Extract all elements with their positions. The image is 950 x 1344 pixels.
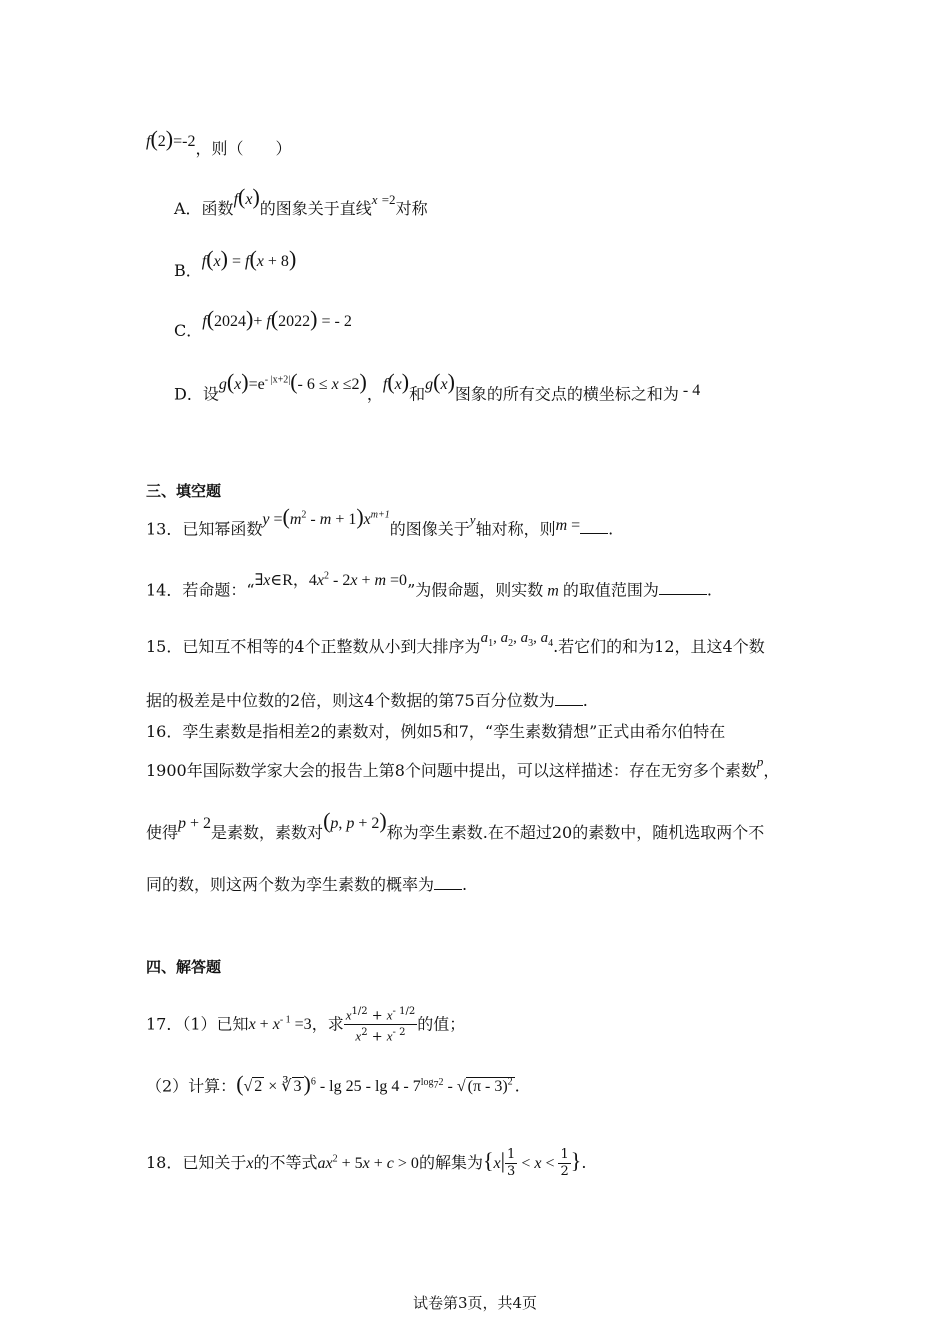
question-17-part1: 17．（1）已知$x + x^{- 1} =3$，求 $\frac{x^{1/2} + x^{- 1/2}}{x^2 + x^{- 2}}$ 的值； [146,1006,466,1045]
question-16-line2: 1900年国际数学家大会的报告上第8个问题中提出，可以这样描述：存在无穷多个素数$^p$， [146,754,780,780]
question-15-line2: 据的极差是中位数的2倍，则这4个数据的第75百分位数为 . [146,691,588,710]
section-title-fill-blank: 三、填空题 [146,482,222,500]
question-13: 13．已知幂函数$y =(m^2 - m + 1)x^{m+1}$的图像关于$^y$轴对称，则m = . [146,504,614,539]
answer-blank-13[interactable] [580,517,608,534]
option-a-label: A．函数 [174,199,234,218]
question-14: 14．若命题：“∃x∈R，$4x^2 - 2x + m =0$”为假命题，则实数 m 的取值范围为 . [146,571,712,600]
question-15-line1: 15．已知互不相等的4个正整数从小到大排序为$a_1$, $a_2$, $a_3$, $a_4$.若它们的和为12，且这4个数 [146,630,765,656]
question-16-line1: 16．孪生素数是指相差2的素数对，例如5和7，“孪生素数猜想”正式由希尔伯特在 [146,722,726,741]
fraction-17: $\frac{x^{1/2} + x^{- 1/2}}{x^2 + x^{- 2}}$ [345,1006,416,1045]
option-d-label: D．设 [174,384,219,404]
option-c: C．f(2024)+ f(2022) = - 2 [174,306,352,340]
answer-blank-16[interactable] [434,873,462,890]
question-16-line3: 使得p + 2是素数，素数对(p, p + 2)称为孪生素数.在不超过20的素数中，随机选取两个不 [146,808,765,842]
option-b: B．f(x) = f(x + 8) [174,246,297,280]
condition-line: f(2)=-2，则（ ） [146,126,292,158]
page-footer: 试卷第3页，共4页 [412,1294,538,1312]
question-17-part2: （2）计算：(√ 2 × ∛ $3)^6 - \lg 25 - \lg 4 - 7^{log_72}$ - √ (π - 3)$^2$ . [146,1071,520,1097]
math-f2-eq: f [146,133,151,150]
option-b-label: B． [174,261,202,280]
condition-suffix: ，则（ ） [195,139,292,158]
answer-blank-15[interactable] [555,689,583,706]
section-title-solutions: 四、解答题 [146,958,222,976]
question-18: 18．已知关于x的不等式$ax^2 + 5x + c > 0$的解集为{x| $\frac{1}{3}$ < x < $\frac{1}{2}$ }. [146,1147,587,1179]
question-16-line4: 同的数，则这两个数为孪生素数的概率为 . [146,875,468,894]
option-d: D．设$g(x)=e^{- |x+2|}(-$ 6 ≤ x ≤2)，f(x)和g(x)图象的所有交点的横坐标之和为 - 4 [174,369,701,404]
option-c-label: C． [174,321,203,340]
answer-blank-14[interactable] [659,578,707,595]
option-a: A．函数f(x)的图象关于直线$^{x =2}$对称 [174,184,428,218]
